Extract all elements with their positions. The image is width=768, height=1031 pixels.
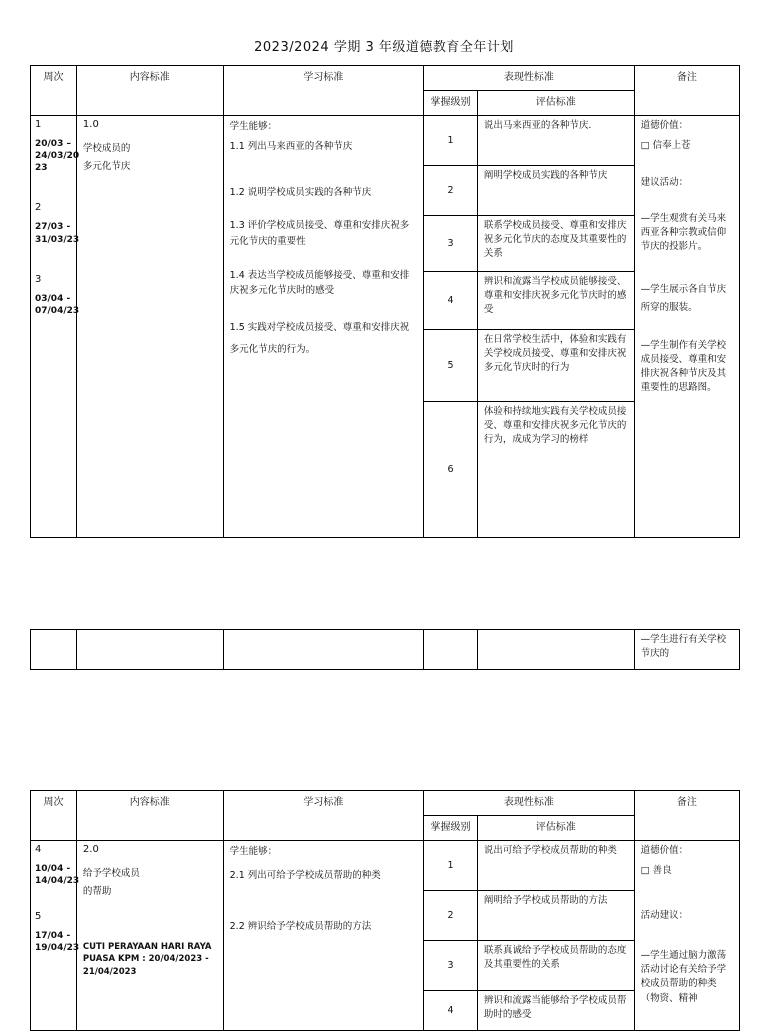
value-label: 道德价值： xyxy=(640,845,689,856)
activity-label: 活动建议： xyxy=(640,909,689,921)
header-week: 周次 xyxy=(31,66,77,116)
content-std-cell xyxy=(76,116,223,538)
eval-desc: 说出可给予学校成员帮助的种类 xyxy=(477,841,634,891)
content-title: 多元化节庆 xyxy=(82,161,131,173)
activity-item: —学生展示各自节庆所穿的服装。 xyxy=(640,283,727,313)
content-code: 1.0 xyxy=(82,119,99,130)
learning-item: 2.1 列出可给予学校成员帮助的种类 xyxy=(229,869,381,881)
value-item: □ 信奉上苍 xyxy=(640,140,691,152)
mastery-level: 2 xyxy=(424,166,478,216)
learning-item: 1.3 评价学校成员接受、尊重和安排庆祝多元化节庆的重要性 xyxy=(229,220,410,247)
content-title: 给予学校成员 xyxy=(82,868,140,879)
header-content-std: 内容标准 xyxy=(76,791,223,841)
header-learning-std: 学习标准 xyxy=(223,66,423,116)
header-eval-std: 评估标准 xyxy=(477,91,634,116)
holiday-notice: CUTI PERAYAAN HARI RAYA PUASA KPM : 20/04/2023 - 21/04/2023 xyxy=(82,942,212,977)
eval-desc: 阐明给予学校成员帮助的方法 xyxy=(477,891,634,941)
eval-desc: 阐明学校成员实践的各种节庆 xyxy=(477,166,634,216)
mastery-level: 1 xyxy=(424,841,478,891)
learning-std-cell xyxy=(223,841,423,1031)
content-title: 学校成员的 xyxy=(82,143,131,154)
week-date: 27/03 - 31/03/23 xyxy=(35,222,80,245)
learning-intro: 学生能够： xyxy=(229,846,278,857)
header-mastery-level: 掌握级别 xyxy=(424,91,478,116)
notes-cell xyxy=(634,116,739,538)
week-number: 4 xyxy=(35,844,42,855)
value-label: 道德价值： xyxy=(640,120,689,131)
plan-table-unit1 xyxy=(30,65,740,538)
week-date: 20/03 – 24/03/20 23 xyxy=(35,139,80,174)
learning-item: 1.4 表达当学校成员能够接受、尊重和安排庆祝多元化节庆时的感受 xyxy=(229,269,410,297)
header-learning-std: 学习标准 xyxy=(223,791,423,841)
value-item: □ 善良 xyxy=(640,865,672,877)
header-performance-std: 表现性标准 xyxy=(424,66,635,91)
header-content-std: 内容标准 xyxy=(76,66,223,116)
eval-desc: 辨识和流露当能够给予学校成员帮助时的感受 xyxy=(477,991,634,1031)
content-title: 的帮助 xyxy=(82,886,112,898)
content-std-cell xyxy=(76,841,223,1031)
header-performance-std: 表现性标准 xyxy=(424,791,635,816)
header-notes: 备注 xyxy=(634,66,739,116)
week-number: 2 xyxy=(35,202,42,214)
activity-item: —学生制作有关学校成员接受、尊重和安排庆祝各种节庆及其重要性的思路图。 xyxy=(640,339,727,394)
week-number: 3 xyxy=(35,273,42,285)
week-number: 1 xyxy=(35,119,42,130)
page-title: 2023/2024 学期 3 年级道德教育全年计划 xyxy=(254,40,514,55)
activity-item: —学生通过脑力激荡活动讨论有关给予学校成员帮助的种类（物资、精神 xyxy=(640,949,727,1004)
activity-label: 建议活动： xyxy=(640,176,689,188)
learning-item: 2.2 辨识给予学校成员帮助的方法 xyxy=(229,921,372,933)
learning-item: 1.1 列出马来西亚的各种节庆 xyxy=(229,140,353,152)
week-cell xyxy=(31,116,80,538)
eval-desc: 联系真诚给予学校成员帮助的态度及其重要性的关系 xyxy=(477,941,634,991)
mastery-level: 2 xyxy=(424,891,478,941)
mastery-level: 1 xyxy=(424,116,478,166)
mastery-level: 3 xyxy=(424,216,478,272)
mastery-level: 5 xyxy=(424,330,478,402)
mastery-level: 4 xyxy=(424,272,478,330)
week-date: 17/04 - 19/04/23 xyxy=(35,931,80,954)
learning-std-cell xyxy=(223,116,423,538)
mastery-level: 6 xyxy=(424,402,478,538)
activity-item: —学生观赏有关马来西亚各种宗教或信仰节庆的投影片。 xyxy=(640,212,727,253)
learning-item: 1.2 说明学校成员实践的各种节庆 xyxy=(229,187,372,199)
week-date: 10/04 - 14/04/23 xyxy=(35,864,80,887)
eval-desc: 说出马来西亚的各种节庆. xyxy=(477,116,634,166)
header-notes: 备注 xyxy=(634,791,739,841)
content-code: 2.0 xyxy=(82,844,99,855)
eval-desc: 体验和持续地实践有关学校成员接受、尊重和安排庆祝多元化节庆的行为，成成为学习的榜样 xyxy=(477,402,634,538)
week-date: 03/04 - 07/04/23 xyxy=(35,293,80,316)
mastery-level: 3 xyxy=(424,941,478,991)
header-week: 周次 xyxy=(31,791,77,841)
header-eval-std: 评估标准 xyxy=(477,816,634,841)
week-number: 5 xyxy=(35,911,42,923)
activity-item: —学生进行有关学校节庆的 xyxy=(634,630,739,670)
eval-desc: 辨识和流露当学校成员能够接受、尊重和安排庆祝多元化节庆时的感受 xyxy=(477,272,634,330)
learning-intro: 学生能够： xyxy=(229,121,278,132)
mastery-level: 4 xyxy=(424,991,478,1031)
eval-desc: 联系学校成员接受、尊重和安排庆祝多元化节庆的态度及其重要性的关系 xyxy=(477,216,634,272)
plan-table-unit1-continued xyxy=(30,629,740,670)
week-cell xyxy=(31,841,80,1031)
notes-cell xyxy=(634,841,739,1031)
eval-desc: 在日常学校生活中，体验和实践有关学校成员接受、尊重和安排庆祝多元化节庆时的行为 xyxy=(477,330,634,402)
header-mastery-level: 掌握级别 xyxy=(424,816,478,841)
learning-item: 1.5 实践对学校成员接受、尊重和安排庆祝多元化节庆的行为。 xyxy=(229,321,410,355)
plan-table-unit2 xyxy=(30,790,740,1031)
